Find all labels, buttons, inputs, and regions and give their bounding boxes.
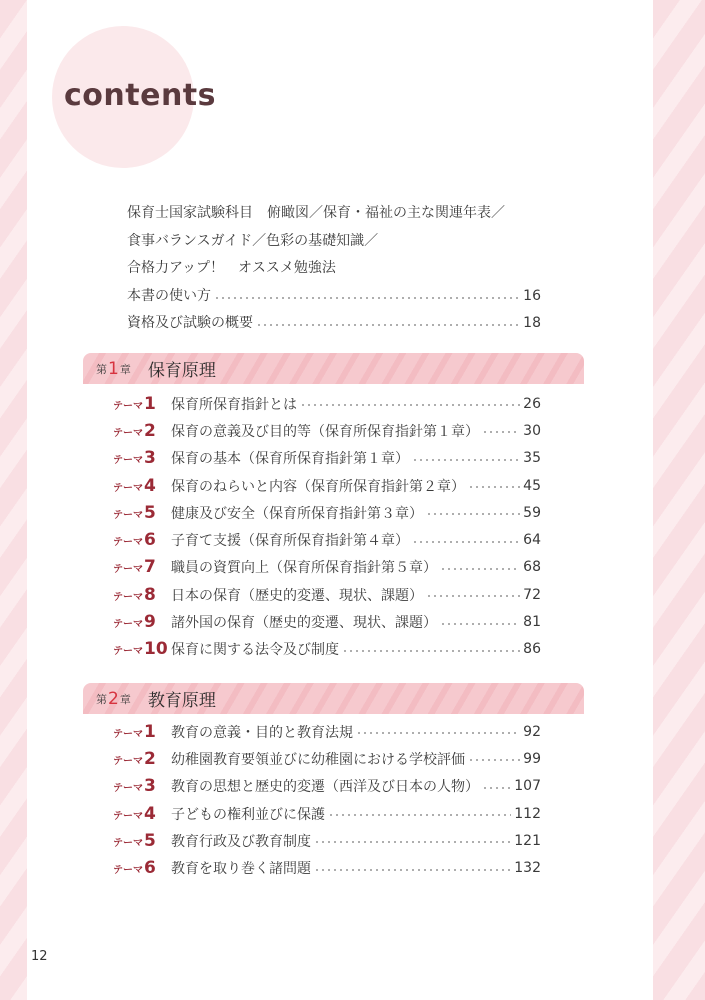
theme-title: 教育行政及び教育制度 xyxy=(171,833,311,850)
page-ref: 64 xyxy=(523,532,541,549)
theme-label-text: テーマ xyxy=(113,591,143,603)
theme-label xyxy=(113,749,171,769)
theme-label-text: テーマ xyxy=(113,619,143,631)
leader-dots xyxy=(468,759,520,761)
theme-title: 保育の基本（保育所保育指針第１章） xyxy=(171,451,409,468)
toc-theme-row[interactable] xyxy=(113,718,541,745)
page-ref: 99 xyxy=(523,750,541,767)
page-title: contents xyxy=(64,78,216,113)
toc-theme-row[interactable] xyxy=(113,745,541,772)
leader-dots xyxy=(342,650,520,652)
theme-title: 教育を取り巻く諸問題 xyxy=(171,861,311,878)
chapter-suffix: 章 xyxy=(119,362,131,376)
page-number: 12 xyxy=(31,949,48,964)
toc-theme-row[interactable] xyxy=(113,608,541,635)
theme-number: 3 xyxy=(144,448,156,469)
theme-number: 1 xyxy=(144,393,156,414)
theme-title: 子育て支援（保育所保育指針第４章） xyxy=(171,533,409,550)
theme-label xyxy=(113,476,171,496)
intro-list xyxy=(127,200,541,338)
theme-label xyxy=(113,639,171,659)
intro-item-text: 保育士国家試験科目 俯瞰図／保育・福祉の主な関連年表／ xyxy=(127,205,505,221)
theme-label xyxy=(113,421,171,441)
toc-theme-row[interactable] xyxy=(113,581,541,608)
toc-theme-row[interactable] xyxy=(113,773,541,800)
theme-number: 6 xyxy=(144,858,156,879)
theme-title: 保育のねらいと内容（保育所保育指針第２章） xyxy=(171,478,465,495)
intro-item-text: 本書の使い方 xyxy=(127,287,211,304)
page-ref: 112 xyxy=(514,805,541,822)
theme-title: 教育の思想と歴史的変遷（西洋及び日本の人物） xyxy=(171,779,479,796)
theme-number: 4 xyxy=(144,803,156,824)
theme-label-text: テーマ xyxy=(113,509,143,521)
toc-theme-row[interactable] xyxy=(113,499,541,526)
leader-dots xyxy=(440,623,520,625)
leader-dots xyxy=(214,297,520,299)
toc-theme-row[interactable] xyxy=(113,800,541,827)
chapter-suffix: 章 xyxy=(119,692,131,706)
leader-dots xyxy=(314,869,511,871)
leader-dots xyxy=(440,568,520,570)
theme-title: 幼稚園教育要領並びに幼稚園における学校評価 xyxy=(171,751,465,768)
chapter-number: 2 xyxy=(108,688,119,709)
theme-title: 保育の意義及び目的等（保育所保育指針第１章） xyxy=(171,423,479,440)
theme-label-text: テーマ xyxy=(113,646,143,658)
page-ref: 45 xyxy=(523,477,541,494)
leader-dots xyxy=(328,814,511,816)
theme-label xyxy=(113,557,171,577)
leader-dots xyxy=(482,431,520,433)
toc-theme-row[interactable] xyxy=(113,827,541,854)
left-decorative-stripe xyxy=(0,0,27,1000)
theme-number: 8 xyxy=(144,584,156,605)
leader-dots xyxy=(256,324,520,326)
chapter-prefix: 第 xyxy=(96,362,107,376)
theme-label-text: テーマ xyxy=(113,455,143,467)
theme-title: 保育所保育指針とは xyxy=(171,396,297,413)
leader-dots xyxy=(482,787,511,789)
theme-title: 日本の保育（歴史的変遷、現状、課題） xyxy=(171,587,423,604)
theme-number: 6 xyxy=(144,530,156,551)
page-ref: 16 xyxy=(523,287,541,304)
theme-number: 2 xyxy=(144,748,156,769)
theme-number: 3 xyxy=(144,776,156,797)
theme-label xyxy=(113,722,171,742)
theme-label xyxy=(113,831,171,851)
theme-title: 子どもの権利並びに保護 xyxy=(171,806,325,823)
intro-item[interactable] xyxy=(127,255,541,283)
theme-label-text: テーマ xyxy=(113,728,143,740)
intro-item-text: 合格力アップ！ オススメ勉強法 xyxy=(127,260,336,276)
theme-label xyxy=(113,503,171,523)
toc-theme-row[interactable] xyxy=(113,636,541,663)
right-decorative-stripe xyxy=(653,0,705,1000)
page-ref: 92 xyxy=(523,723,541,740)
leader-dots xyxy=(468,486,520,488)
theme-label-text: テーマ xyxy=(113,783,143,795)
chapter-header-2[interactable] xyxy=(83,683,584,714)
intro-item[interactable] xyxy=(127,310,541,338)
chapter-1-themes xyxy=(113,390,541,663)
theme-number: 5 xyxy=(144,830,156,851)
theme-number: 10 xyxy=(144,639,168,660)
theme-label-text: テーマ xyxy=(113,482,143,494)
intro-item[interactable] xyxy=(127,283,541,311)
theme-label-text: テーマ xyxy=(113,865,143,877)
page-ref: 132 xyxy=(514,860,541,877)
leader-dots xyxy=(412,541,520,543)
page-ref: 18 xyxy=(523,315,541,331)
theme-label-text: テーマ xyxy=(113,755,143,767)
theme-number: 1 xyxy=(144,721,156,742)
toc-theme-row[interactable] xyxy=(113,390,541,417)
chapter-header-1[interactable] xyxy=(83,353,584,384)
page-ref: 30 xyxy=(523,422,541,439)
theme-number: 2 xyxy=(144,420,156,441)
page-ref: 68 xyxy=(523,559,541,576)
intro-item[interactable] xyxy=(127,200,541,228)
page-ref: 81 xyxy=(523,614,541,631)
toc-theme-row[interactable] xyxy=(113,554,541,581)
leader-dots xyxy=(300,404,520,406)
theme-label-text: テーマ xyxy=(113,837,143,849)
chapter-title: 保育原理 xyxy=(147,361,216,381)
toc-theme-row[interactable] xyxy=(113,445,541,472)
theme-label-text: テーマ xyxy=(113,810,143,822)
leader-dots xyxy=(356,732,520,734)
theme-label xyxy=(113,448,171,468)
page-ref: 86 xyxy=(523,641,541,658)
page-ref: 72 xyxy=(523,586,541,603)
toc-theme-row[interactable] xyxy=(113,854,541,881)
theme-label xyxy=(113,585,171,605)
leader-dots xyxy=(426,513,520,515)
intro-item[interactable] xyxy=(127,228,541,256)
intro-item-text: 資格及び試験の概要 xyxy=(127,315,253,331)
theme-number: 5 xyxy=(144,502,156,523)
theme-label xyxy=(113,530,171,550)
theme-title: 教育の意義・目的と教育法規 xyxy=(171,724,353,741)
chapter-2-themes xyxy=(113,718,541,882)
theme-label-text: テーマ xyxy=(113,400,143,412)
theme-title: 健康及び安全（保育所保育指針第３章） xyxy=(171,505,423,522)
leader-dots xyxy=(426,595,520,597)
theme-label xyxy=(113,804,171,824)
theme-label xyxy=(113,612,171,632)
toc-theme-row[interactable] xyxy=(113,472,541,499)
chapter-prefix: 第 xyxy=(96,692,107,706)
theme-label-text: テーマ xyxy=(113,564,143,576)
page-ref: 59 xyxy=(523,504,541,521)
toc-theme-row[interactable] xyxy=(113,526,541,553)
theme-number: 9 xyxy=(144,612,156,633)
theme-label xyxy=(113,776,171,796)
theme-number: 4 xyxy=(144,475,156,496)
theme-title: 諸外国の保育（歴史的変遷、現状、課題） xyxy=(171,615,437,632)
theme-title: 職員の資質向上（保育所保育指針第５章） xyxy=(171,560,437,577)
theme-number: 7 xyxy=(144,557,156,578)
leader-dots xyxy=(412,459,520,461)
toc-theme-row[interactable] xyxy=(113,417,541,444)
theme-label xyxy=(113,858,171,878)
leader-dots xyxy=(314,841,511,843)
theme-label xyxy=(113,394,171,414)
intro-item-text: 食事バランスガイド／色彩の基礎知識／ xyxy=(127,232,379,249)
page-ref: 26 xyxy=(523,395,541,412)
chapter-number: 1 xyxy=(108,358,119,379)
page-ref: 107 xyxy=(514,778,541,795)
page-ref: 121 xyxy=(514,832,541,849)
page-ref: 35 xyxy=(523,450,541,467)
theme-label-text: テーマ xyxy=(113,537,143,549)
theme-label-text: テーマ xyxy=(113,427,143,439)
theme-title: 保育に関する法令及び制度 xyxy=(171,642,339,659)
chapter-title: 教育原理 xyxy=(147,691,216,711)
